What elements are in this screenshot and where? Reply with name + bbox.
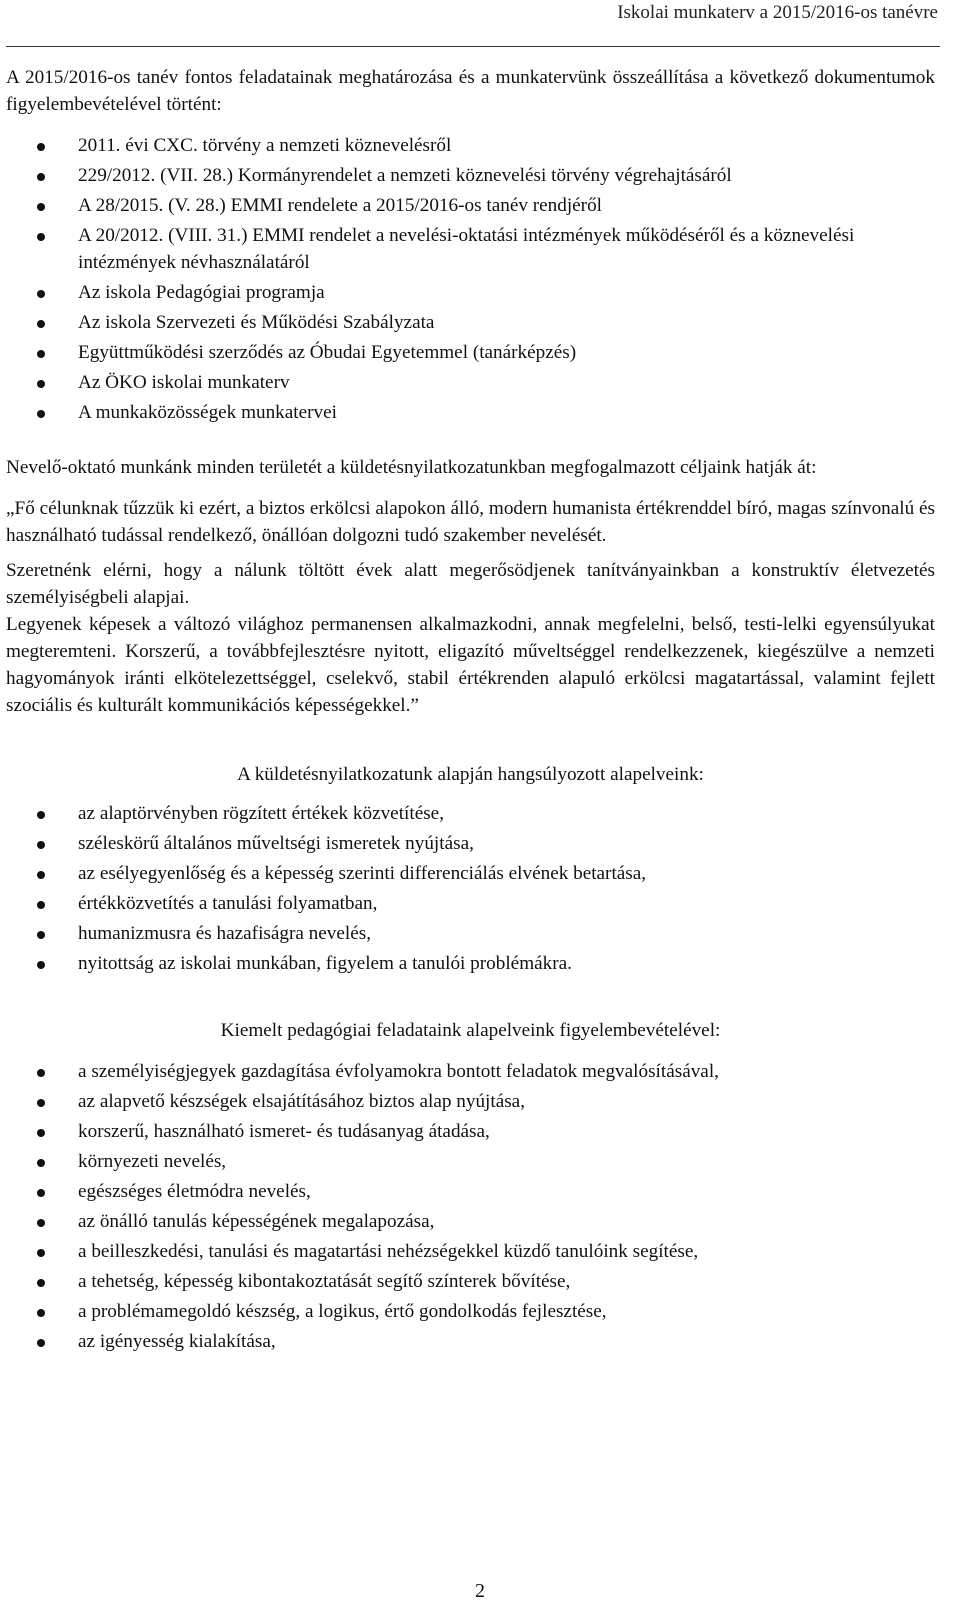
list-item: a személyiségjegyek gazdagítása évfolyamokra bontott feladatok megvalósításával, bbox=[6, 1058, 935, 1085]
list-item: széleskörű általános műveltségi ismeretek nyújtása, bbox=[6, 830, 935, 857]
list-item: A munkaközösségek munkatervei bbox=[6, 399, 935, 426]
mission-quote-paragraph: „Fő célunknak tűzzük ki ezért, a biztos erkölcsi alapokon álló, modern humanista értékrenddel bíró, magas színvonalú és használható tudással rendelkező, önállóan dolgozni tudó szakember nevelését. bbox=[6, 498, 935, 546]
list-item: az esélyegyenlőség és a képesség szerinti differenciálás elvének betartása, bbox=[6, 860, 935, 887]
mission-quote-paragraph: Legyenek képesek a változó világhoz permanensen alkalmazkodni, annak megfelelni, belső, testi-lelki egyensúlyukat megteremteni. Korszerű, a továbbfejlesztésre nyitott, eligazító műveltséggel rendelkezzenek, kiegészülve a nemzeti hagyományok iránti elkötelezettséggel, cselekvő, stabil értékrenden alapuló erkölcsi magatartással, valamint fejlett szociális és kulturált kommunikációs képességekkel.” bbox=[6, 614, 935, 716]
list-item: Az iskola Szervezeti és Működési Szabályzata bbox=[6, 309, 935, 336]
running-header: Iskolai munkaterv a 2015/2016-os tanévre bbox=[617, 2, 938, 23]
header-divider bbox=[6, 46, 940, 47]
principles-heading: A küldetésnyilatkozatunk alapján hangsúlyozott alapelveink: bbox=[237, 764, 704, 785]
mission-quote-paragraph: Szeretnénk elérni, hogy a nálunk töltött évek alatt megerősödjenek tanítványainkban a konstruktív életvezetés személyiségbeli alapjai. bbox=[6, 560, 935, 608]
list-item: A 28/2015. (V. 28.) EMMI rendelete a 2015/2016-os tanév rendjéről bbox=[6, 192, 935, 219]
principles-list bbox=[6, 800, 935, 977]
list-item: a problémamegoldó készség, a logikus, értő gondolkodás fejlesztése, bbox=[6, 1298, 935, 1325]
tasks-heading: Kiemelt pedagógiai feladataink alapelveink figyelembevételével: bbox=[220, 1020, 721, 1041]
page-content bbox=[6, 64, 935, 1358]
list-item: humanizmusra és hazafiságra nevelés, bbox=[6, 920, 935, 947]
list-item: környezeti nevelés, bbox=[6, 1148, 935, 1175]
list-item: Együttműködési szerződés az Óbudai Egyetemmel (tanárképzés) bbox=[6, 339, 935, 366]
tasks-list bbox=[6, 1058, 935, 1355]
list-item: a tehetség, képesség kibontakoztatását segítő színterek bővítése, bbox=[6, 1268, 935, 1295]
list-item: 229/2012. (VII. 28.) Kormányrendelet a nemzeti köznevelési törvény végrehajtásáról bbox=[6, 162, 935, 189]
list-item: A 20/2012. (VIII. 31.) EMMI rendelet a nevelési-oktatási intézmények működéséről és a köznevelési intézmények névhasználatáról bbox=[6, 222, 935, 276]
list-item: Az ÖKO iskolai munkaterv bbox=[6, 369, 935, 396]
page-number: 2 bbox=[475, 1580, 485, 1602]
list-item: korszerű, használható ismeret- és tudásanyag átadása, bbox=[6, 1118, 935, 1145]
list-item: 2011. évi CXC. törvény a nemzeti köznevelésről bbox=[6, 132, 935, 159]
list-item: nyitottság az iskolai munkában, figyelem a tanulói problémákra. bbox=[6, 950, 935, 977]
list-item: az alaptörvényben rögzített értékek közvetítése, bbox=[6, 800, 935, 827]
list-item: Az iskola Pedagógiai programja bbox=[6, 279, 935, 306]
list-item: az igényesség kialakítása, bbox=[6, 1328, 935, 1355]
mission-intro: Nevelő-oktató munkánk minden területét a küldetésnyilatkozatunkban megfogalmazott céljaink hatják át: bbox=[6, 457, 817, 478]
list-item: értékközvetítés a tanulási folyamatban, bbox=[6, 890, 935, 917]
intro-paragraph: A 2015/2016-os tanév fontos feladatainak meghatározása és a munkatervünk összeállítása a következő dokumentumok figyelembevételével történt: bbox=[6, 67, 935, 115]
list-item: az alapvető készségek elsajátításához biztos alap nyújtása, bbox=[6, 1088, 935, 1115]
document-list bbox=[6, 132, 935, 426]
list-item: egészséges életmódra nevelés, bbox=[6, 1178, 935, 1205]
list-item: az önálló tanulás képességének megalapozása, bbox=[6, 1208, 935, 1235]
list-item: a beilleszkedési, tanulási és magatartási nehézségekkel küzdő tanulóink segítése, bbox=[6, 1238, 935, 1265]
